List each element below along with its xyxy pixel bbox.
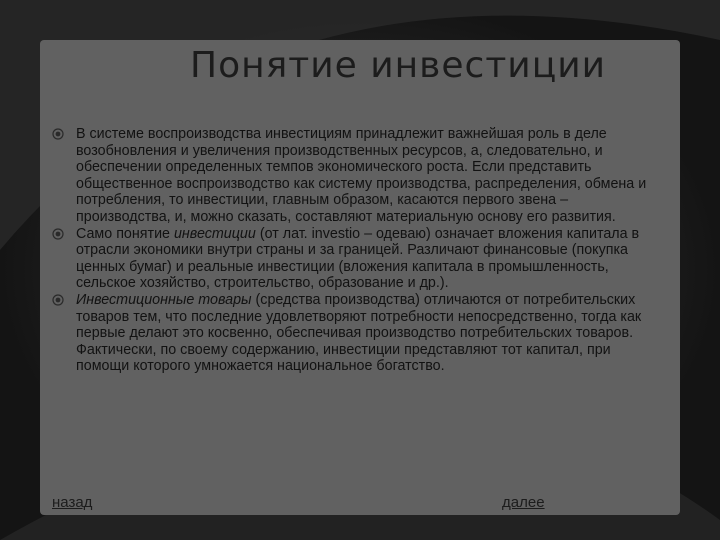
target-bullet-icon [52, 128, 64, 140]
bullet-term: инвестиции [173, 225, 256, 242]
bullet-text-rest: (средства производства) отличаются от потребительских товаров тем, что последние удовлетворяют потребности непосредственно, тогда как первые делают это косвенно, обеспечивая производство потребительских товаров. Фактически, по своему содержанию, инвестиции представляют тот капитал, при помощи которого умножается национальное богатство. [76, 291, 642, 375]
bullet-term: Инвестиционные товары [76, 291, 252, 308]
back-link[interactable]: назад [52, 494, 93, 511]
slide-title: Понятие инвестиции [190, 45, 607, 86]
next-link[interactable]: далее [502, 494, 545, 511]
target-bullet-icon [52, 294, 64, 306]
bullet-item [52, 226, 652, 292]
bullet-text: В системе воспроизводства инвестициям принадлежит важнейшая роль в деле возобновления и увеличения производственных ресурсов, а, следовательно, и обеспечении определенных темпов экономического роста. Если представить общественное воспроизводство как систему производства, распределения, обмена и потребления, то инвестиции, главным образом, касаются первого звена – производства, и, можно сказать, составляют материальную основу его развития. [76, 126, 647, 225]
bullet-list [52, 126, 652, 375]
bullet-text-rest: (от лат. investio – одеваю) означает вложения капитала в отрасли экономики внутри страны и за границей. Различают финансовые (покупка ценных бумаг) и реальные инвестиции (вложения капитала в промышленность, сельское хозяйство, строительство, образование и др.). [76, 225, 640, 292]
target-bullet-icon [52, 228, 64, 240]
bullet-item [52, 126, 652, 226]
bullet-item [52, 292, 652, 375]
bullet-text: Само понятие [76, 225, 174, 242]
